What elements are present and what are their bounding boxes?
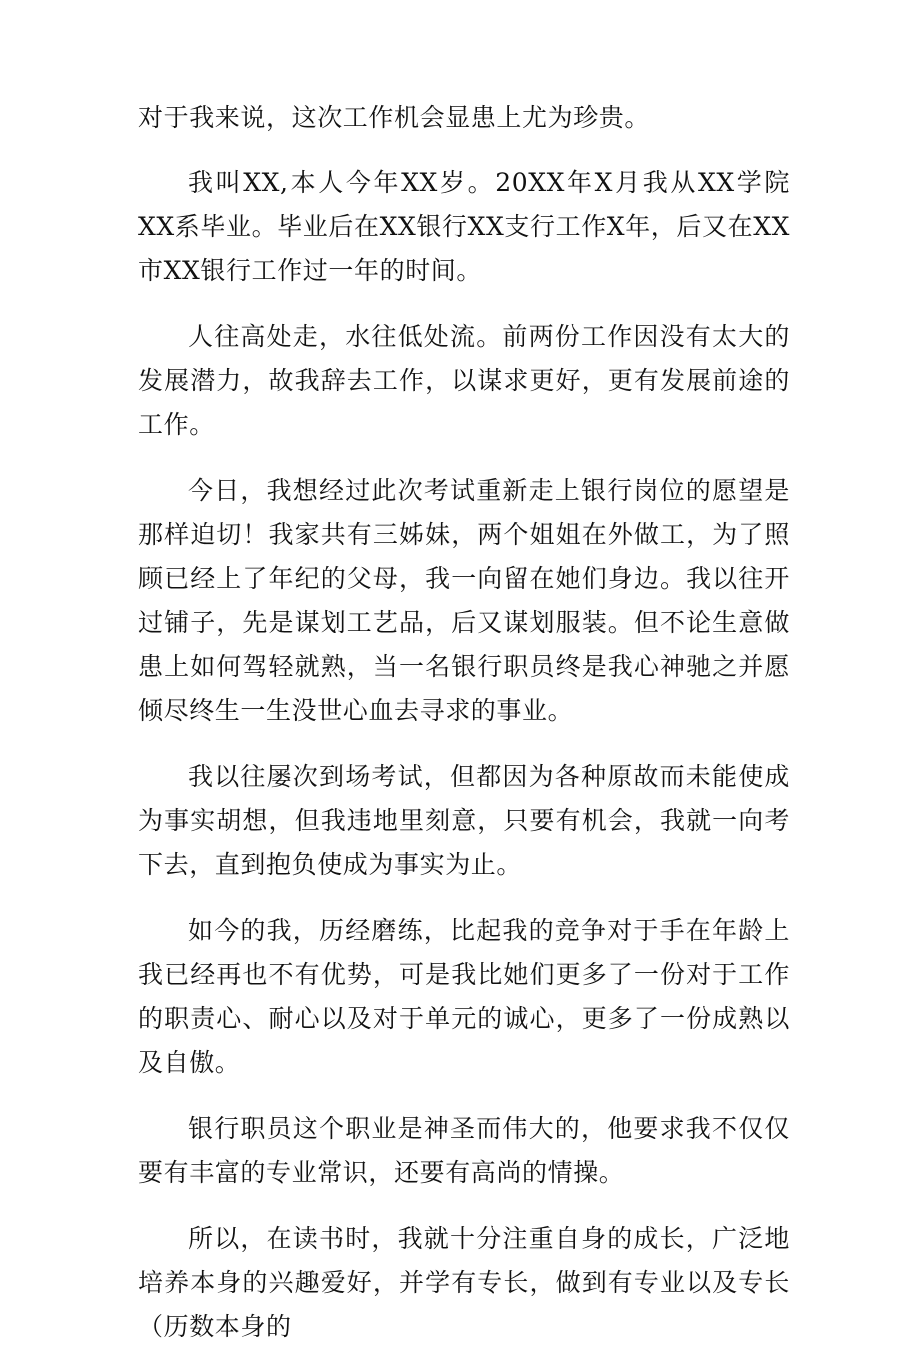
paragraph-strengths: 如今的我，历经磨练，比起我的竞争对于手在年龄上我已经再也不有优势，可是我比她们更多了一份对于工作的职责心、耐心以及对于单元的诚心，更多了一份成熟以及自傲。 [138, 916, 790, 1077]
paragraph-study: 所以，在读书时，我就十分注重自身的成长，广泛地培养本身的兴趣爱好，并学有专长，做到有专业以及专长（历数本身的 [138, 1224, 790, 1341]
paragraph-continuation: 对于我来说，这次工作机会显患上尤为珍贵。 [138, 103, 651, 132]
paragraph-profession: 银行职员这个职业是神圣而伟大的，他要求我不仅仅要有丰富的专业常识，还要有高尚的情操。 [138, 1114, 790, 1187]
document-body [138, 96, 790, 1371]
paragraph-persistence: 我以往屡次到场考试，但都因为各种原故而未能使成为事实胡想，但我违地里刻意，只要有机会，我就一向考下去，直到抱负使成为事实为止。 [138, 762, 790, 879]
paragraph-career-change: 人往高处走，水往低处流。前两份工作因没有太大的发展潜力，故我辞去工作，以谋求更好，更有发展前途的工作。 [138, 322, 790, 439]
paragraph-self-introduction: 我叫XX,本人今年XX岁。20XX年X月我从XX学院XX系毕业。毕业后在XX银行XX支行工作X年，后又在XX市XX银行工作过一年的时间。 [138, 168, 790, 285]
paragraph-motivation: 今日，我想经过此次考试重新走上银行岗位的愿望是那样迫切！我家共有三姊妹，两个姐姐在外做工，为了照顾已经上了年纪的父母，我一向留在她们身边。我以往开过铺子，先是谋划工艺品，后又谋划服装。但不论生意做患上如何驾轻就熟，当一名银行职员终是我心神驰之并愿倾尽终生一生没世心血去寻求的事业。 [138, 476, 790, 725]
